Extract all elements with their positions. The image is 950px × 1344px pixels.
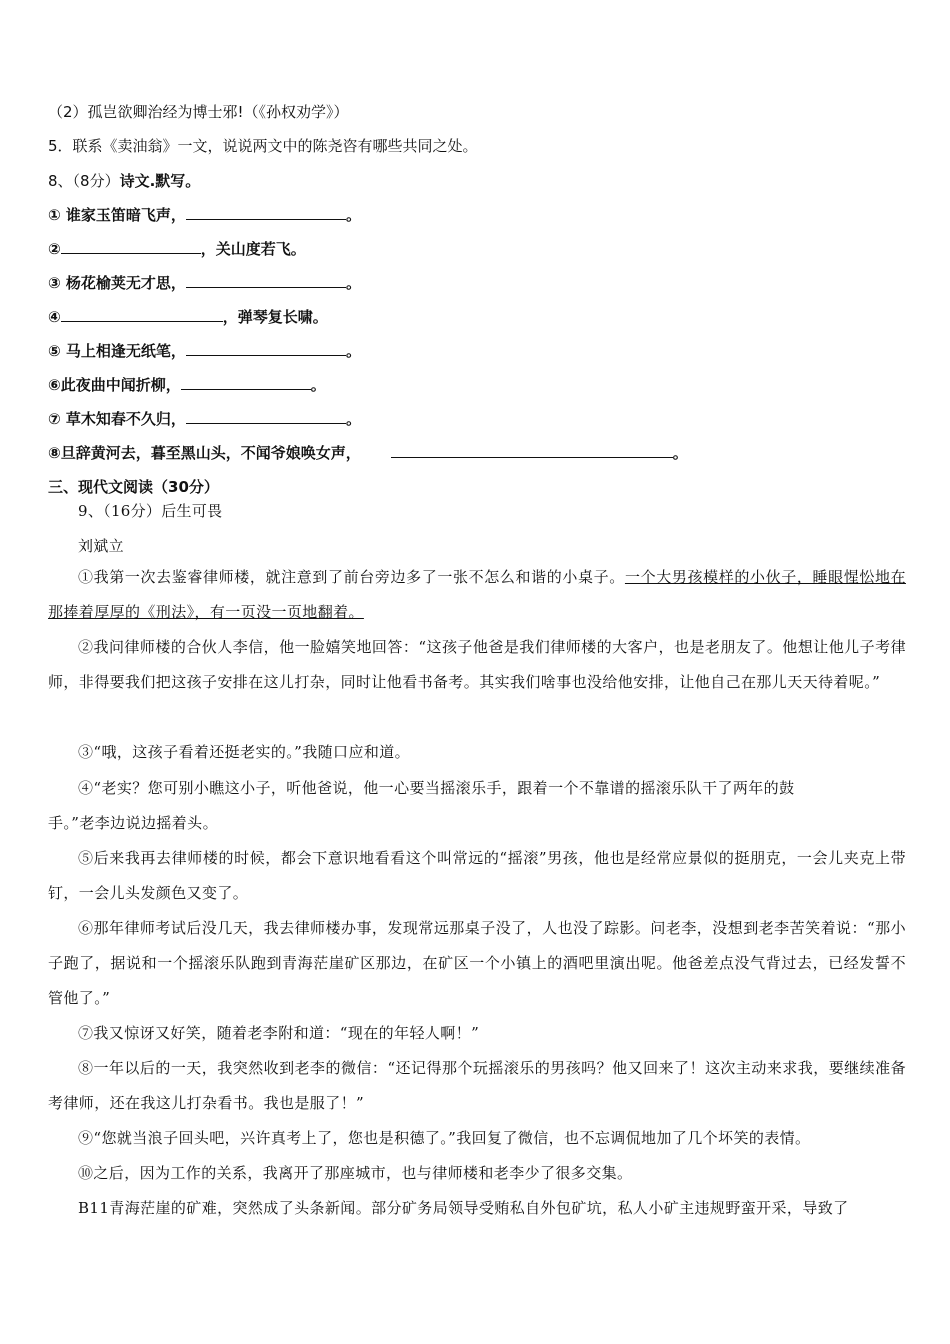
poem-item-text: 。 [345, 342, 361, 360]
poem-item-text: ，弹琴复长啸。 [222, 308, 328, 326]
question-sunquan: （2）孤岂欲卿治经为博士邪!（《孙权劝学》） [48, 103, 349, 121]
article-paragraph-3: ③“哦，这孩子看着还挺老实的。”我随口应和道。 [78, 743, 411, 761]
question-8-heading [48, 170, 200, 192]
poem-item-text: 。 [345, 206, 361, 224]
question-8-number: 8、（8分） [48, 172, 120, 190]
poem-item-1 [48, 204, 361, 226]
fill-blank[interactable] [186, 204, 346, 220]
article-paragraph-9: ⑨“您就当浪子回头吧，兴许真考上了，您也是积德了。”我回复了微信，也不忘调侃地加了几个坏笑的表情。 [78, 1129, 811, 1147]
poem-item-text: 。 [672, 444, 688, 462]
article-paragraph-11: B11青海茫崖的矿难，突然成了头条新闻。部分矿务局领导受贿私自外包矿坑，私人小矿主违规野蛮开采，导致了 [78, 1199, 849, 1217]
poem-item-text: ⑥此夜曲中闻折柳， [48, 376, 181, 394]
poem-item-3 [48, 272, 361, 294]
article-paragraph-5: ⑤后来我再去律师楼的时候，都会下意识地看看这个叫常远的“摇滚”男孩，他也是经常应景似的挺朋克，一会儿夹克上带钉，一会儿头发颜色又变了。 [48, 849, 906, 902]
article-paragraph-7: ⑦我又惊讶又好笑，随着老李附和道：“现在的年轻人啊！” [78, 1024, 480, 1042]
fill-blank[interactable] [61, 306, 223, 322]
poem-item-text: ② [48, 240, 61, 258]
paragraph-text: ①我第一次去鉴睿律师楼，就注意到了前台旁边多了一张不怎么和谐的小桌子。 [78, 568, 625, 586]
poem-item-8 [48, 442, 688, 464]
article-paragraph-2: ②我问律师楼的合伙人李信，他一脸嬉笑地回答：“这孩子他爸是我们律师楼的大客户，也是老朋友了。他想让他儿子考律师，非得要我们把这孩子安排在这儿打杂，同时让他看书备考。其实我们啥事也没给他安排，让他自己在那儿天天待着呢。” [48, 638, 906, 691]
poem-item-text: 。 [345, 410, 361, 428]
poem-item-text: ④ [48, 308, 61, 326]
fill-blank[interactable] [391, 442, 673, 458]
poem-item-text: ⑤ 马上相逢无纸笔， [48, 342, 186, 360]
poem-item-2 [48, 238, 306, 260]
poem-item-text: ① 谁家玉笛暗飞声， [48, 206, 186, 224]
poem-item-text: ，关山度若飞。 [200, 240, 306, 258]
fill-blank[interactable] [186, 272, 346, 288]
section-3-heading: 三、现代文阅读（30分） [48, 478, 219, 496]
fill-blank[interactable] [186, 408, 346, 424]
poem-item-7 [48, 408, 361, 430]
poem-item-6 [48, 374, 326, 396]
article-paragraph-1 [48, 560, 906, 630]
question-8-title: 诗文.默写。 [119, 172, 201, 190]
fill-blank[interactable] [186, 340, 346, 356]
underlined-sentence: 一个大男孩模样的小伙子，睡眼惺忪地在那捧着厚厚的《刑法》，有一页没一页地翻着。 [48, 568, 906, 621]
fill-blank[interactable] [61, 238, 201, 254]
poem-item-5 [48, 340, 361, 362]
article-paragraph-4a: ④“老实？您可别小瞧这小子，听他爸说，他一心要当摇滚乐手，跟着一个不靠谱的摇滚乐队干了两年的鼓 [78, 779, 795, 797]
poem-item-text: 。 [310, 376, 326, 394]
poem-item-text: 。 [345, 274, 361, 292]
article-paragraph-10: ⑩之后，因为工作的关系，我离开了那座城市，也与律师楼和老李少了很多交集。 [78, 1164, 633, 1182]
article-paragraph-4b: 手。”老李边说边摇着头。 [48, 814, 218, 832]
poem-item-text: ⑧旦辞黄河去，暮至黑山头，不闻爷娘唤女声， [48, 444, 361, 462]
question-5: 5．联系《卖油翁》一文，说说两文中的陈尧咨有哪些共同之处。 [48, 137, 478, 155]
fill-blank[interactable] [181, 374, 311, 390]
poem-item-text: ③ 杨花榆荚无才思， [48, 274, 186, 292]
poem-item-4 [48, 306, 328, 328]
poem-item-text: ⑦ 草木知春不久归， [48, 410, 186, 428]
question-9-title: 9、（16分）后生可畏 [78, 502, 223, 520]
article-paragraph-6: ⑥那年律师考试后没几天，我去律师楼办事，发现常远那桌子没了，人也没了踪影。问老李，没想到老李苦笑着说：“那小子跑了，据说和一个摇滚乐队跑到青海茫崖矿区那边，在矿区一个小镇上的酒吧里演出呢。他爸差点没气背过去，已经发誓不管他了。” [48, 919, 906, 1007]
article-paragraph-8: ⑧一年以后的一天，我突然收到老李的微信：“还记得那个玩摇滚乐的男孩吗？他又回来了！这次主动来求我，要继续准备考律师，还在我这儿打杂看书。我也是服了！” [48, 1059, 906, 1112]
article-author: 刘斌立 [78, 537, 124, 555]
